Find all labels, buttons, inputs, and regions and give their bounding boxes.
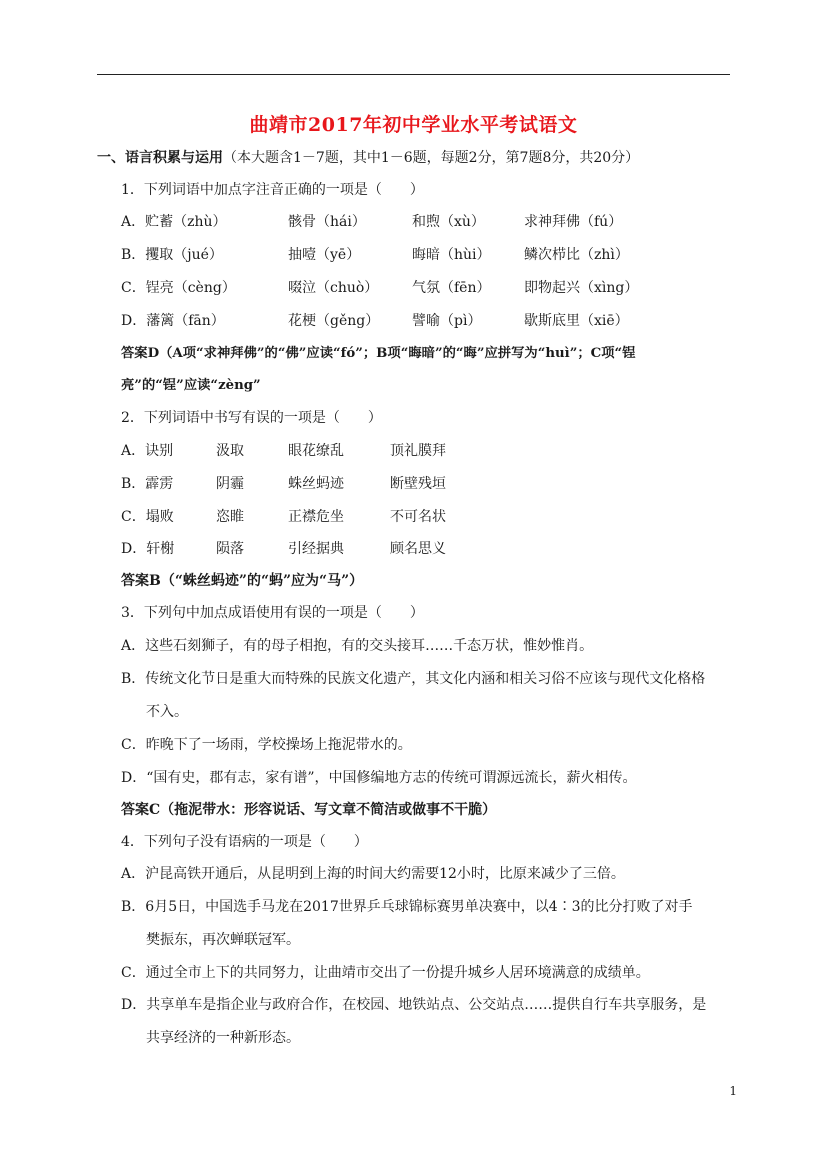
q1-option-d-4: 歇斯底里（xiē） xyxy=(524,313,629,329)
q1-option-d-2: 花梗（gěng） xyxy=(288,313,380,329)
q1-option-c-4: 即物起兴（xìng） xyxy=(524,280,639,296)
q1-option-b-4: 鳞次栉比（zhì） xyxy=(524,247,629,263)
q2-option-d-3: 引经据典 xyxy=(288,541,344,557)
q3-stem: 3．下列句中加点成语使用有误的一项是（ ） xyxy=(121,605,424,621)
q3-option-b-line-1: B．传统文化节日是重大而特殊的民族文化遗产，其文化内涵和相关习俗不应该与现代文化格格 xyxy=(121,671,706,687)
q1-option-a-1: A．贮蓄（zhù） xyxy=(121,214,227,230)
q3-answer: 答案C（拖泥带水：形容说话、写文章不简洁或做事不干脆） xyxy=(121,802,497,818)
q1-option-d-3: 譬喻（pì） xyxy=(412,313,482,329)
q2-option-d-2: 陨落 xyxy=(216,541,244,557)
q1-option-b-1: B．攫取（jué） xyxy=(121,247,223,263)
q2-option-c-4: 不可名状 xyxy=(390,509,446,525)
q2-option-a-3: 眼花缭乱 xyxy=(288,443,344,459)
q2-option-c-2: 恣睢 xyxy=(216,509,244,525)
q1-option-a-4: 求神拜佛（fú） xyxy=(524,214,623,230)
q1-option-c-3: 气氛（fēn） xyxy=(412,280,491,296)
q1-answer-line-2: 亮”的“锃”应读“zèng” xyxy=(121,378,261,393)
section-heading xyxy=(97,148,639,168)
q1-option-c-2: 啜泣（chuò） xyxy=(288,280,379,296)
q4-option-b-line-2: 樊振东，再次蝉联冠军。 xyxy=(146,932,300,948)
q3-option-b-line-2: 不入。 xyxy=(146,704,188,720)
q3-option-d: D．“国有史，郡有志，家有谱”，中国修编地方志的传统可谓源远流长，薪火相传。 xyxy=(121,770,637,786)
q1-option-b-3: 晦暗（hùi） xyxy=(412,247,491,263)
q4-stem: 4．下列句子没有语病的一项是（ ） xyxy=(121,834,368,850)
q2-option-c-3: 正襟危坐 xyxy=(288,509,344,525)
q1-answer-line-1: 答案D（A项“求神拜佛”的“佛”应读“fó”；B项“晦暗”的“晦”应拼写为“huì”；C项“锃 xyxy=(121,346,636,361)
q2-stem: 2．下列词语中书写有误的一项是（ ） xyxy=(121,410,382,426)
page-title: 曲靖市2017年初中学业水平考试语文 xyxy=(249,114,578,136)
q3-option-a: A．这些石刻狮子，有的母子相抱，有的交头接耳……千态万状，惟妙惟肖。 xyxy=(121,638,594,654)
q2-option-b-2: 阴霾 xyxy=(216,476,244,492)
q2-option-b-1: B．霹雳 xyxy=(121,476,174,492)
q1-option-b-2: 抽噎（yē） xyxy=(288,247,361,263)
q4-option-d-line-1: D．共享单车是指企业与政府合作，在校园、地铁站点、公交站点……提供自行车共享服务，是 xyxy=(121,997,707,1013)
q2-option-a-4: 顶礼膜拜 xyxy=(390,443,446,459)
section-note: （本大题含1－7题，其中1－6题，每题2分，第7题8分，共20分） xyxy=(223,150,640,166)
q1-option-a-3: 和煦（xù） xyxy=(412,214,485,230)
q2-option-a-1: A．诀别 xyxy=(121,443,174,459)
q3-option-c: C．昨晚下了一场雨，学校操场上拖泥带水的。 xyxy=(121,737,412,753)
q2-option-b-3: 蛛丝蚂迹 xyxy=(288,476,344,492)
q2-option-d-4: 顾名思义 xyxy=(390,541,446,557)
q2-answer: 答案B（“蛛丝蚂迹”的“蚂”应为“马”） xyxy=(121,573,364,589)
q4-option-d-line-2: 共享经济的一种新形态。 xyxy=(146,1030,300,1046)
q1-stem: 1．下列词语中加点字注音正确的一项是（ ） xyxy=(121,182,424,198)
q4-option-b-line-1: B．6月5日，中国选手马龙在2017世界乒乓球锦标赛男单决赛中，以4∶3的比分打败了对手 xyxy=(121,899,693,915)
q4-option-a: A．沪昆高铁开通后，从昆明到上海的时间大约需要12小时，比原来减少了三倍。 xyxy=(121,866,625,882)
header-rule xyxy=(97,74,730,75)
q1-option-d-1: D．藩篱（fān） xyxy=(121,313,225,329)
q2-option-d-1: D．轩榭 xyxy=(121,541,175,557)
q4-option-c: C．通过全市上下的共同努力，让曲靖市交出了一份提升城乡人居环境满意的成绩单。 xyxy=(121,965,650,981)
page-number: 1 xyxy=(729,1084,737,1098)
q2-option-a-2: 汲取 xyxy=(216,443,244,459)
section-title: 一、语言积累与运用 xyxy=(97,150,223,166)
q2-option-b-4: 断壁残垣 xyxy=(390,476,446,492)
q1-option-a-2: 骸骨（hái） xyxy=(288,214,366,230)
q1-option-c-1: C．锃亮（cèng） xyxy=(121,280,236,296)
q2-option-c-1: C．塌败 xyxy=(121,509,174,525)
